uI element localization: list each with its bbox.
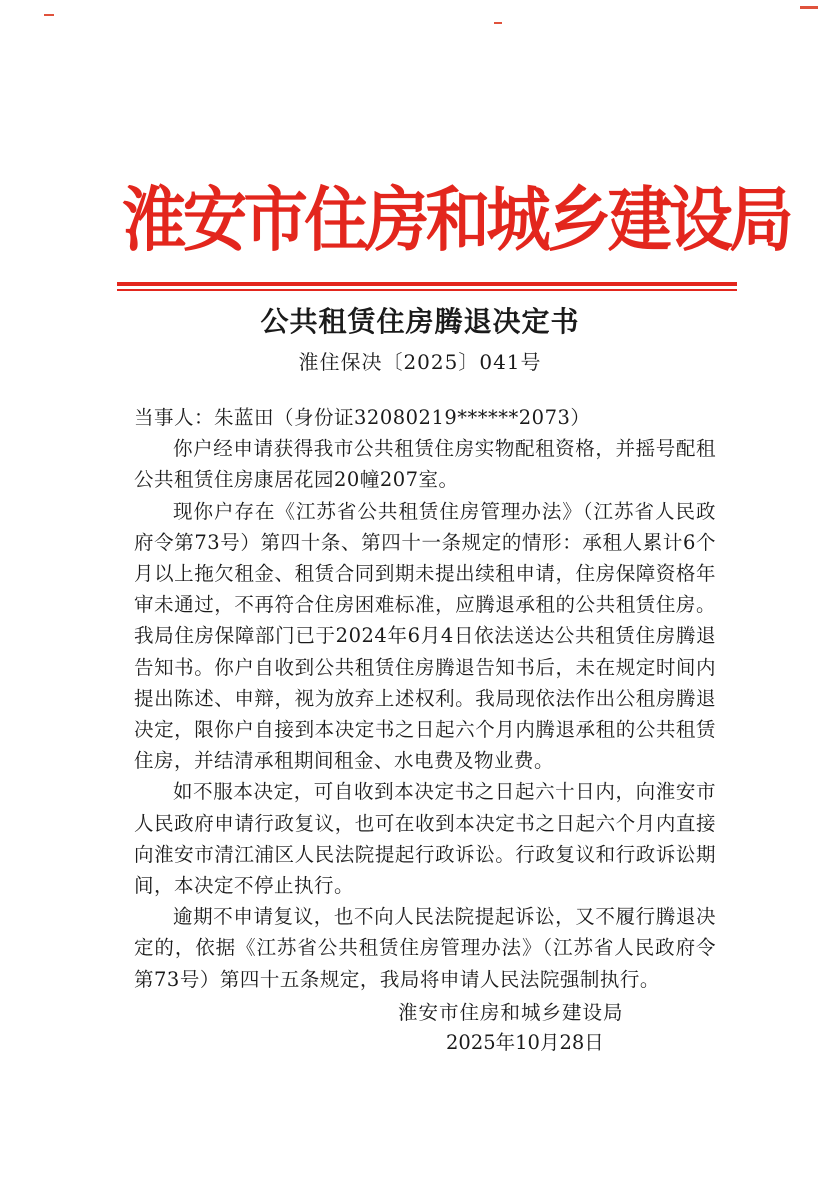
scan-mark <box>494 22 502 24</box>
signature-org: 淮安市住房和城乡建设局 <box>398 1001 624 1024</box>
body-paragraph: 你户经申请获得我市公共租赁住房实物配租资格，并摇号配租公共租赁住房康居花园20幢207室。 <box>134 437 716 492</box>
body-paragraph: 如不服本决定，可自收到本决定书之日起六十日内，向淮安市人民政府申请行政复议，也可在收到本决定书之日起六个月内直接向淮安市清江浦区人民法院提起行政诉讼。行政复议和行政诉讼期间，本决定不停止执行。 <box>134 780 716 898</box>
letterhead-org-name: 淮安市住房和城乡建设局 <box>122 179 790 261</box>
letterhead-rule-thick <box>117 282 737 286</box>
document-number: 淮住保决〔2025〕041号 <box>298 350 542 374</box>
body-paragraph: 逾期不申请复议，也不向人民法院提起诉讼，又不履行腾退决定的，依据《江苏省公共租赁住房管理办法》（江苏省人民政府令第73号）第四十五条规定，我局将申请人民法院强制执行。 <box>134 905 716 991</box>
scan-mark <box>44 14 54 16</box>
party-line: 当事人：朱蓝田（身份证32080219******2073） <box>134 406 591 429</box>
body-paragraph: 现你户存在《江苏省公共租赁住房管理办法》（江苏省人民政府令第73号）第四十条、第四十一条规定的情形：承租人累计6个月以上拖欠租金、租赁合同到期未提出续租申请，住房保障资格年审未通过，不再符合住房困难标准，应腾退承租的公共租赁住房。我局住房保障部门已于2024年6月4日依法送达公共租赁住房腾退告知书。你户自收到公共租赁住房腾退告知书后，未在规定时间内提出陈述、申辩，视为放弃上述权利。我局现依法作出公租房腾退决定，限你户自接到本决定书之日起六个月内腾退承租的公共租赁住房，并结清承租期间租金、水电费及物业费。 <box>134 499 716 773</box>
document-body <box>134 402 716 995</box>
signature-date: 2025年10月28日 <box>446 1031 604 1054</box>
scan-mark <box>800 6 818 9</box>
letterhead-rule-thin <box>117 289 737 291</box>
document-title: 公共租赁住房腾退决定书 <box>260 305 580 338</box>
